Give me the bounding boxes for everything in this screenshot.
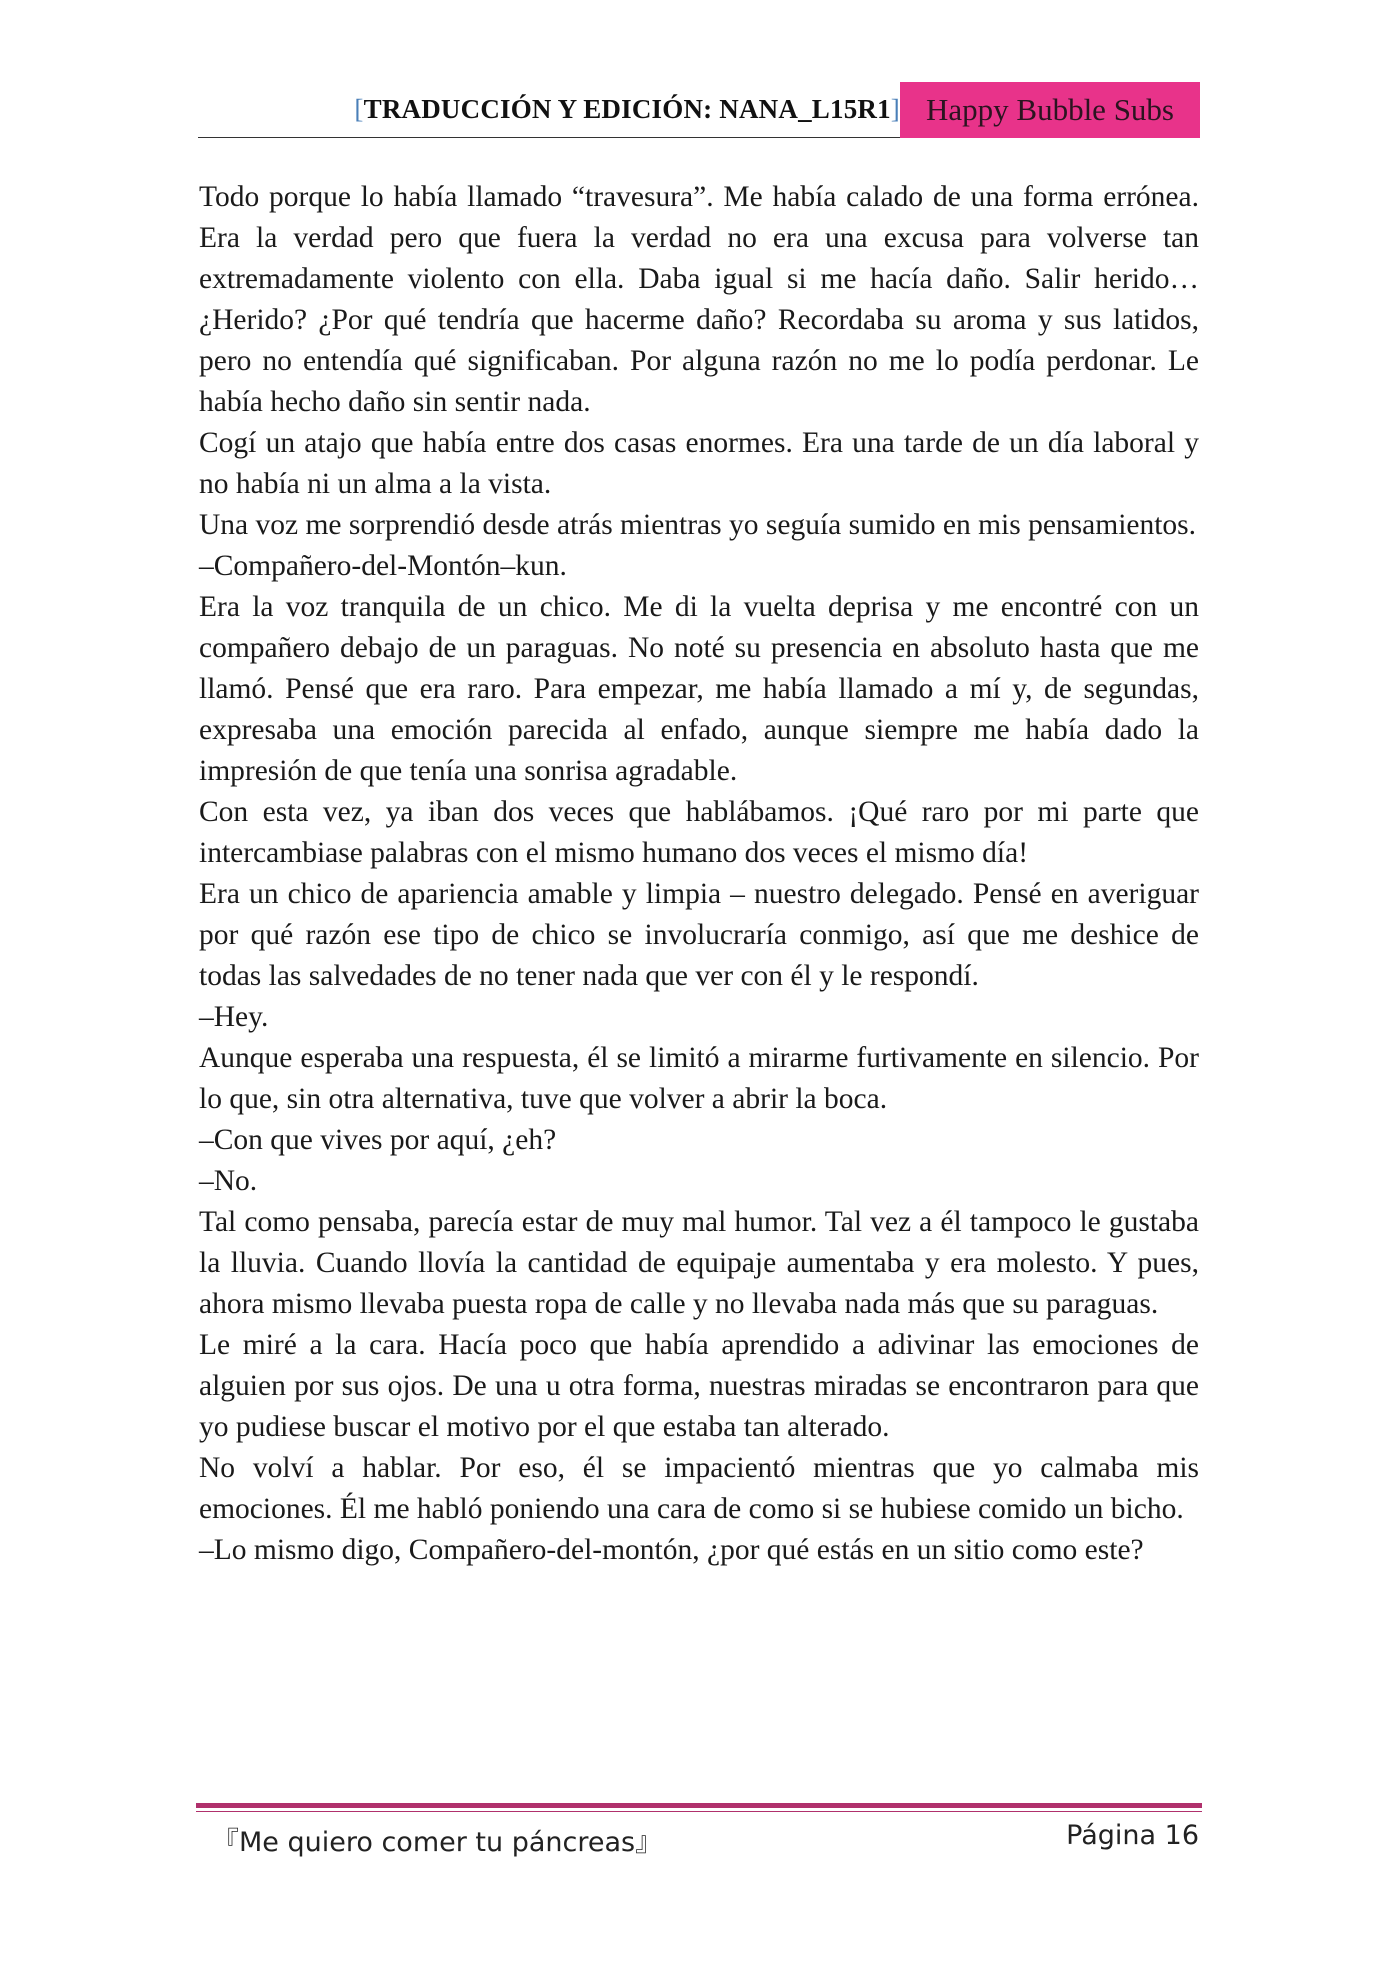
paragraph: Le miré a la cara. Hacía poco que había aprendido a adivinar las emociones de alguien por sus ojos. De una u otra forma, nuestras miradas se encontraron para que yo pudiese buscar el motivo por el que estaba tan alterado. xyxy=(199,1329,1199,1443)
header-bracket-open: [ xyxy=(354,94,364,124)
footer-rule-thick xyxy=(196,1803,1202,1808)
footer-rule-thin xyxy=(196,1811,1202,1812)
paragraph: Con esta vez, ya iban dos veces que hablábamos. ¡Qué raro por mi parte que intercambiase palabras con el mismo humano dos veces el mismo día! xyxy=(199,796,1199,869)
paragraph: Era un chico de apariencia amable y limpia – nuestro delegado. Pensé en averiguar por qué razón ese tipo de chico se involucraría conmigo, así que me deshice de todas las salvedades de no tener nada que ver con él y le respondí. xyxy=(199,878,1199,992)
paragraph: Era la voz tranquila de un chico. Me di la vuelta deprisa y me encontré con un compañero debajo de un paraguas. No noté su presencia en absoluto hasta que me llamó. Pensé que era raro. Para empezar, me había llamado a mí y, de segundas, expresaba una emoción parecida al enfado, aunque siempre me había dado la impresión de que tenía una sonrisa agradable. xyxy=(199,591,1199,787)
paragraph: Todo porque lo había llamado “travesura”. Me había calado de una forma errónea. Era la verdad pero que fuera la verdad no era una excusa para volverse tan extremadamente violento con ella. Daba igual si me hacía daño. Salir herido… ¿Herido? ¿Por qué tendría que hacerme daño? Recordaba su aroma y sus latidos, pero no entendía qué significaban. Por alguna razón no me lo podía perdonar. Le había hecho daño sin sentir nada. xyxy=(199,181,1199,418)
paragraph: –Compañero-del-Montón–kun. xyxy=(199,550,567,582)
header-credit xyxy=(354,94,900,125)
body-text xyxy=(199,177,1199,1571)
paragraph: –Con que vives por aquí, ¿eh? xyxy=(199,1124,557,1156)
paragraph: Una voz me sorprendió desde atrás mientras yo seguía sumido en mis pensamientos. xyxy=(199,509,1197,541)
paragraph: –Lo mismo digo, Compañero-del-montón, ¿por qué estás en un sitio como este? xyxy=(199,1534,1144,1566)
header-bracket-close: ] xyxy=(890,94,900,124)
paragraph: Aunque esperaba una respuesta, él se limitó a mirarme furtivamente en silencio. Por lo que, sin otra alternativa, tuve que volver a abrir la boca. xyxy=(199,1042,1199,1115)
header-badge: Happy Bubble Subs xyxy=(900,82,1200,138)
header-rule xyxy=(198,137,900,138)
page-header xyxy=(198,82,1200,138)
paragraph: No volví a hablar. Por eso, él se impacientó mientras que yo calmaba mis emociones. Él me habló poniendo una cara de como si se hubiese comido un bicho. xyxy=(199,1452,1199,1525)
footer-page-number: Página 16 xyxy=(1066,1820,1199,1851)
paragraph: –No. xyxy=(199,1165,258,1197)
paragraph: Tal como pensaba, parecía estar de muy mal humor. Tal vez a él tampoco le gustaba la lluvia. Cuando llovía la cantidad de equipaje aumentaba y era molesto. Y pues, ahora mismo llevaba puesta ropa de calle y no llevaba nada más que su paraguas. xyxy=(199,1206,1199,1320)
header-title: TRADUCCIÓN Y EDICIÓN: NANA_L15R1 xyxy=(363,94,891,124)
footer-book-title: 『Me quiero comer tu páncreas』 xyxy=(212,1827,663,1858)
paragraph: –Hey. xyxy=(199,1001,269,1033)
paragraph: Cogí un atajo que había entre dos casas enormes. Era una tarde de un día laboral y no había ni un alma a la vista. xyxy=(199,427,1199,500)
